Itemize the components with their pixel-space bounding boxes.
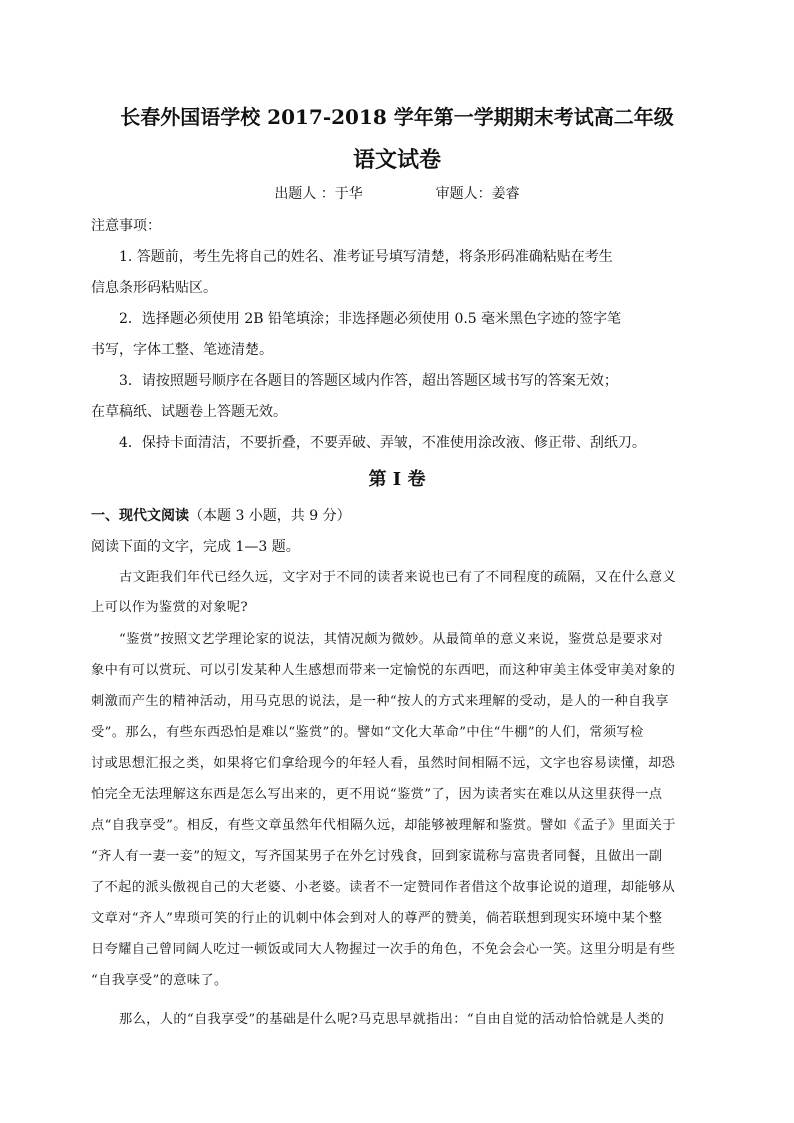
setter-name: 出题人 ：于华 <box>274 186 363 202</box>
section-instruction: 阅读下面的文字，完成 1—3 题。 <box>91 539 300 555</box>
note-2-line-1: 2．选择题必须使用 2B 铅笔填涂；非选择题必须使用 0.5 毫米黑色字迹的签字笔 <box>119 311 622 327</box>
exam-title: 长春外国语学校 2017-2018 学年第一学期期末考试高二年级 <box>120 105 674 129</box>
section-heading <box>91 506 351 526</box>
section-title: 一、现代文阅读 <box>91 508 189 524</box>
reviewer-name: 审题人：姜睿 <box>435 186 520 202</box>
passage-line: 刺激而产生的精神活动，用马克思的说法，是一种“按人的方式来理解的受动，是人的一种自我享 <box>91 694 669 709</box>
passage-line: “鉴赏”按照文艺学理论家的说法，其情况颇为微妙。从最简单的意义来说，鉴赏总是要求对 <box>119 632 664 647</box>
passage-line: 文章对“齐人”卑琐可笑的行止的讥刺中体会到对人的尊严的赞美，倘若联想到现实环境中某个整 <box>91 911 663 926</box>
passage-line: “自我享受”的意味了。 <box>91 973 228 988</box>
note-1-line-1: 1. 答题前，考生先将自己的姓名、准考证号填写清楚，将条形码准确粘贴在考生 <box>119 249 613 265</box>
passage-line: 日夸耀自己曾同阔人吃过一顿饭或同大人物握过一次手的角色，不免会会心一笑。这里分明是有些 <box>91 942 676 957</box>
note-3-line-2: 在草稿纸、试题卷上答题无效。 <box>91 404 287 420</box>
passage-line: 象中有可以赏玩、可以引发某种人生感想而带来一定愉悦的东西吧，而这种审美主体受审美对象的 <box>91 663 676 678</box>
setters-line <box>0 184 794 204</box>
section-meta: （本题 3 小题，共 9 分） <box>189 508 351 524</box>
notes-heading: 注意事项： <box>91 218 161 234</box>
passage-line: 古文距我们年代已经久远，文字对于不同的读者来说也已有了不同程度的疏隔，又在什么意义 <box>119 570 677 585</box>
passage-line: 了不起的派头傲视自己的大老婆、小老婆。读者不一定赞同作者借这个故事论说的道理，却能够从 <box>91 880 676 895</box>
exam-subtitle: 语文试卷 <box>352 147 441 173</box>
passage-line: “齐人有一妻一妾”的短文，写齐国某男子在外乞讨残食，回到家谎称与富贵者同餐，且做出一副 <box>91 849 663 864</box>
passage-line: 上可以作为鉴赏的对象呢? <box>91 600 248 615</box>
passage-line: 点“自我享受”。相反，有些文章虽然年代相隔久远，却能够被理解和鉴赏。譬如《孟子》里面关于 <box>91 818 676 833</box>
part-heading: 第 I 卷 <box>368 469 426 490</box>
passage-line: 受”。那么，有些东西恐怕是难以“鉴赏”的。譬如“文化大革命”中住“牛棚”的人们，常须写检 <box>91 725 644 740</box>
passage-line: 怕完全无法理解这东西是怎么写出来的，更不用说“鉴赏”了，因为读者实在难以从这里获得一点 <box>91 787 663 802</box>
note-2-line-2: 书写，字体工整、笔迹清楚。 <box>91 342 273 358</box>
note-3-line-1: 3．请按照题号顺序在各题目的答题区域内作答，超出答题区域书写的答案无效； <box>119 373 618 389</box>
note-1-line-2: 信息条形码粘贴区。 <box>91 280 217 296</box>
passage-line: 讨或思想汇报之类，如果将它们拿给现今的年轻人看，虽然时间相隔不远，文字也容易读懂，却恐 <box>91 756 676 771</box>
note-4-line-1: 4．保持卡面清洁，不要折叠，不要弄破、弄皱，不准使用涂改液、修正带、刮纸刀。 <box>119 435 646 451</box>
passage-line: 那么，人的“自我享受”的基础是什么呢?马克思早就指出：“自由自觉的活动恰恰就是人类的 <box>119 1012 665 1027</box>
